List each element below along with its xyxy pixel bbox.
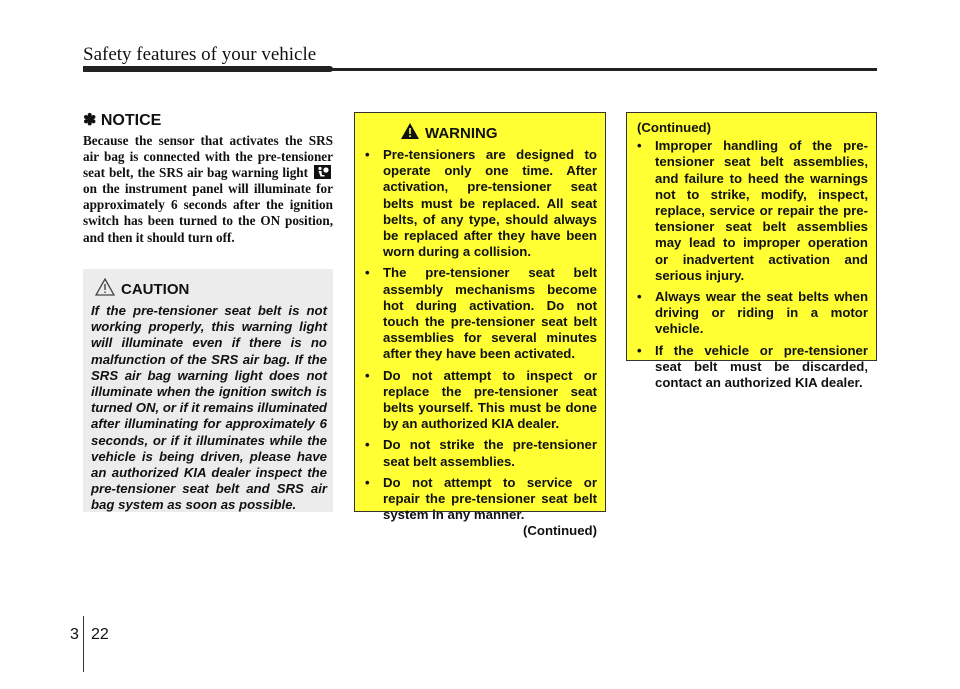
warning-item: • Improper handling of the pre-tensioner seat belt assemblies, and failure to heed the warnings not to strike, modify, inspect, replace, service or repair the pre-tensioner seat belt assemblies may lead to improper operation or inadvertent activation and serious injury. — [635, 138, 868, 284]
notice-body — [83, 133, 333, 246]
section-number: 3 — [70, 626, 79, 643]
warning-list — [363, 147, 597, 523]
continued-heading: (Continued) — [637, 120, 711, 135]
caution-body: If the pre-tensioner seat belt is not working properly, this warning light will illuminate even if there is no malfunction of the SRS air bag. If the SRS air bag warning light does not illuminate when the ignition switch is turned ON, or if it remains illuminated after illuminating for approximately 6 seconds, or if it illuminates while the vehicle is being driven, please have an authorized KIA dealer inspect the pre-tensioner seat belt and SRS air bag system as soon as possible. — [91, 303, 327, 513]
notice-text-part2: on the instrument panel will illuminate for approximately 6 seconds after the ignition switch has been turned to the ON position, and then it should turn off. — [83, 181, 333, 245]
airbag-warning-light-icon — [314, 165, 331, 179]
caution-triangle-icon — [95, 278, 115, 296]
page-header-title: Safety features of your vehicle — [83, 44, 317, 65]
warning-item: • Do not attempt to inspect or replace the pre-tensioner seat belts yourself. This must be done by an authorized KIA dealer. — [363, 368, 597, 433]
notice-text-part1: Because the sensor that activates the SRS air bag is connected with the pre-tensioner seat belt, the SRS air bag warning light — [83, 133, 333, 181]
warning-continued-box — [626, 112, 877, 391]
warning-item: • The pre-tensioner seat belt assembly mechanisms become hot during activation. Do not touch the pre-tensioner seat belt assemblies for several minutes after they have been activated. — [363, 265, 597, 362]
footer-divider — [83, 616, 84, 672]
warning-box — [354, 112, 606, 539]
warning-continued-list — [635, 138, 868, 391]
warning-triangle-icon — [400, 122, 420, 140]
warning-title: WARNING — [425, 125, 498, 142]
caution-title: CAUTION — [121, 281, 190, 298]
warning-item: • Always wear the seat belts when driving or riding in a motor vehicle. — [635, 289, 868, 338]
warning-item: • Do not attempt to service or repair the pre-tensioner seat belt system in any manner. — [363, 475, 597, 524]
warning-item: • If the vehicle or pre-tensioner seat belt must be discarded, contact an authorized KIA dealer. — [635, 343, 868, 392]
warning-continued-label: (Continued) — [523, 523, 597, 539]
caution-box — [83, 269, 333, 512]
warning-item: • Do not strike the pre-tensioner seat belt assemblies. — [363, 437, 597, 469]
header-rule-accent — [83, 66, 333, 72]
warning-item: • Pre-tensioners are designed to operate only one time. After activation, pre-tensioner seat belts must be replaced. All seat belts, of any type, should always be replaced after they have been worn during a collision. — [363, 147, 597, 260]
page-number: 22 — [91, 626, 109, 643]
notice-heading: ✽ NOTICE — [83, 112, 162, 129]
